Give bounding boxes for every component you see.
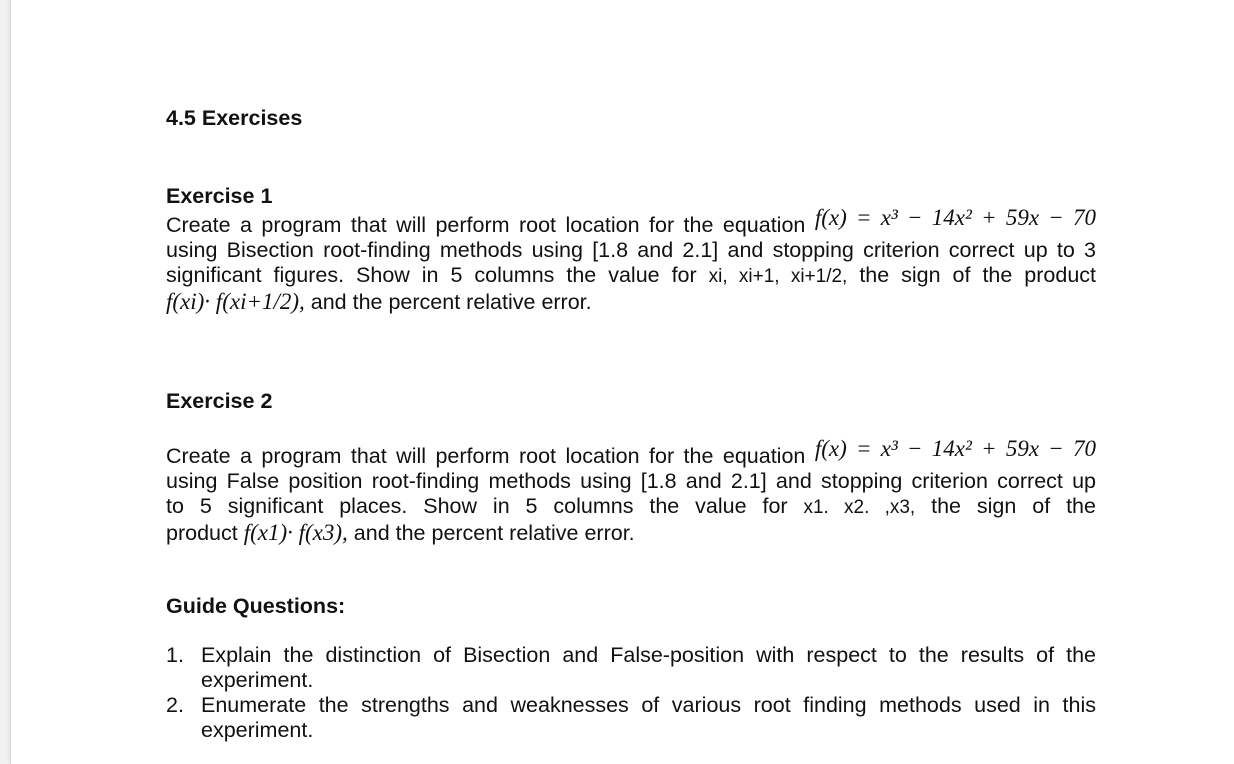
exercise-1-variables: xi, xi+1, xi+1/2,: [708, 266, 848, 287]
exercise-2-line-4-pre: product: [166, 521, 238, 545]
exercise-1-line-2: using Bisection root-finding methods using [1.8 and 2.1] and stopping criterion correct up to 3: [166, 238, 1096, 262]
exercise-2-line-2: using False position root-finding methods using [1.8 and 2.1] and stopping criterion correct up: [166, 469, 1096, 493]
exercise-2-line-4-text: and the percent relative error.: [353, 521, 635, 545]
exercise-1-equation: [815, 205, 1096, 230]
exercise-2-equation-text: f(x) = x³ − 14x² + 59x − 70: [814, 436, 1097, 461]
guide-question-number: 2.: [166, 693, 184, 717]
exercise-2-body: [166, 436, 1097, 546]
exercise-2-line-1: [166, 436, 1097, 469]
exercise-1-product-expression: f(xi)· f(xi+1/2),: [166, 289, 305, 314]
exercise-2-line-1-text: Create a program that will perform root location for the equation: [166, 444, 806, 468]
guide-question-2-line-1: Enumerate the strengths and weaknesses of various root finding methods used in this: [201, 693, 1096, 717]
guide-question-number: 1.: [166, 643, 184, 667]
guide-question-1-line-2: experiment.: [201, 668, 314, 692]
exercise-1-title: Exercise 1: [166, 184, 273, 208]
exercise-1-body: [166, 205, 1097, 315]
guide-question-text: [201, 643, 1096, 693]
guide-question-text: [201, 693, 1096, 743]
exercise-1-line-3: [166, 263, 1096, 289]
exercise-2-product-expression: f(x1)· f(x3),: [243, 520, 348, 545]
guide-question-2-line-2: experiment.: [201, 718, 314, 742]
exercise-1-line-1: [166, 205, 1097, 238]
exercise-2-line-3-post: the sign of the: [931, 494, 1096, 518]
exercise-1-line-4-text: and the percent relative error.: [310, 290, 592, 314]
exercise-2-title: Exercise 2: [166, 389, 273, 413]
section-title: 4.5 Exercises: [166, 106, 303, 130]
exercise-1-line-4: [166, 289, 1096, 315]
exercise-1-line-3-pre: significant figures. Show in 5 columns the value for: [166, 263, 697, 287]
exercise-2-line-4: [166, 520, 1096, 546]
exercise-2-line-3-pre: to 5 significant places. Show in 5 columns the value for: [166, 494, 788, 518]
exercise-2-line-3: [166, 494, 1096, 520]
exercise-1-line-1-text: Create a program that will perform root location for the equation: [166, 213, 806, 237]
exercise-1-line-3-post: the sign of the product: [859, 263, 1096, 287]
exercise-2-equation: [815, 436, 1096, 461]
document-page: [10, 0, 1234, 764]
exercise-2-variables: x1. x2. ,x3,: [803, 497, 916, 518]
exercise-1-equation-text: f(x) = x³ − 14x² + 59x − 70: [814, 205, 1097, 230]
guide-question-1-line-1: Explain the distinction of Bisection and False-position with respect to the results of the: [201, 643, 1096, 667]
guide-questions-title: Guide Questions:: [166, 594, 346, 618]
